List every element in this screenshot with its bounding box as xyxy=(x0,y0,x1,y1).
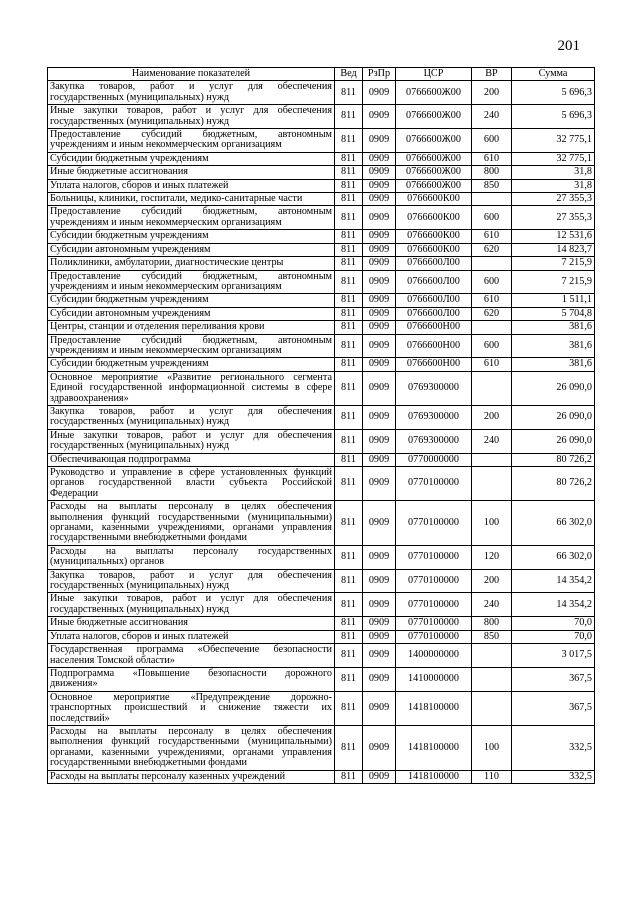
cell-csr: 0769300000 xyxy=(396,405,472,429)
cell-ved: 811 xyxy=(335,617,363,630)
cell-name: Субсидии бюджетным учреждениям xyxy=(48,294,335,307)
cell-csr: 0766600К00 xyxy=(396,206,472,230)
header-ved: Вед xyxy=(335,68,363,81)
cell-ved: 811 xyxy=(335,270,363,294)
table-row xyxy=(48,81,595,105)
cell-sum: 1 511,1 xyxy=(512,294,595,307)
cell-vr: 200 xyxy=(472,81,512,105)
cell-name: Иные бюджетные ассигнования xyxy=(48,617,335,630)
cell-vr: 240 xyxy=(472,105,512,129)
cell-name: Подпрограмма «Повышение безопасности дорожного движения» xyxy=(48,667,335,691)
header-rzpr: РзПр xyxy=(363,68,396,81)
cell-vr: 620 xyxy=(472,307,512,320)
cell-name: Расходы на выплаты персоналу в целях обеспечения выполнения функций государственными (муниципальными) органами, казенными учреждениями, органами управления государственными внебюджетными фондами xyxy=(48,725,335,770)
cell-sum: 381,6 xyxy=(512,334,595,358)
table-row xyxy=(48,467,595,501)
cell-ved: 811 xyxy=(335,545,363,569)
cell-sum: 14 354,2 xyxy=(512,569,595,593)
table-row xyxy=(48,166,595,179)
cell-vr: 610 xyxy=(472,152,512,165)
cell-csr: 0766600Л00 xyxy=(396,294,472,307)
cell-sum: 5 696,3 xyxy=(512,81,595,105)
cell-rzpr: 0909 xyxy=(363,334,396,358)
cell-ved: 811 xyxy=(335,691,363,725)
cell-sum: 80 726,2 xyxy=(512,467,595,501)
table-row xyxy=(48,545,595,569)
cell-ved: 811 xyxy=(335,243,363,256)
cell-vr: 600 xyxy=(472,334,512,358)
table-row xyxy=(48,667,595,691)
cell-sum: 31,8 xyxy=(512,179,595,192)
cell-ved: 811 xyxy=(335,371,363,405)
cell-vr: 850 xyxy=(472,179,512,192)
cell-ved: 811 xyxy=(335,501,363,546)
cell-csr: 0770100000 xyxy=(396,501,472,546)
table-row xyxy=(48,630,595,643)
cell-name: Предоставление субсидий бюджетным, автономным учреждениям и иным некоммерческим организациям xyxy=(48,206,335,230)
cell-vr: 240 xyxy=(472,429,512,453)
cell-name: Иные закупки товаров, работ и услуг для обеспечения государственных (муниципальных) нужд xyxy=(48,593,335,617)
cell-vr: 100 xyxy=(472,501,512,546)
cell-name: Предоставление субсидий бюджетным, автономным учреждениям и иным некоммерческим организациям xyxy=(48,129,335,153)
cell-name: Поликлиники, амбулатории, диагностические центры xyxy=(48,257,335,270)
cell-rzpr: 0909 xyxy=(363,129,396,153)
cell-ved: 811 xyxy=(335,630,363,643)
cell-name: Расходы на выплаты персоналу казенных учреждений xyxy=(48,770,335,783)
cell-name: Обеспечивающая подпрограмма xyxy=(48,453,335,466)
cell-csr: 0766600Ж00 xyxy=(396,129,472,153)
cell-vr: 620 xyxy=(472,243,512,256)
cell-rzpr: 0909 xyxy=(363,257,396,270)
cell-ved: 811 xyxy=(335,105,363,129)
cell-sum: 7 215,9 xyxy=(512,270,595,294)
cell-sum: 32 775,1 xyxy=(512,129,595,153)
cell-ved: 811 xyxy=(335,593,363,617)
cell-name: Предоставление субсидий бюджетным, автономным учреждениям и иным некоммерческим организациям xyxy=(48,334,335,358)
cell-name: Закупка товаров, работ и услуг для обеспечения государственных (муниципальных) нужд xyxy=(48,81,335,105)
cell-rzpr: 0909 xyxy=(363,617,396,630)
cell-name: Уплата налогов, сборов и иных платежей xyxy=(48,179,335,192)
cell-rzpr: 0909 xyxy=(363,569,396,593)
header-csr: ЦСР xyxy=(396,68,472,81)
cell-rzpr: 0909 xyxy=(363,179,396,192)
cell-sum: 80 726,2 xyxy=(512,453,595,466)
table-row xyxy=(48,725,595,770)
cell-ved: 811 xyxy=(335,725,363,770)
cell-sum: 32 775,1 xyxy=(512,152,595,165)
cell-rzpr: 0909 xyxy=(363,691,396,725)
table-row xyxy=(48,152,595,165)
cell-ved: 811 xyxy=(335,152,363,165)
table-row xyxy=(48,294,595,307)
table-row xyxy=(48,334,595,358)
cell-csr: 1418100000 xyxy=(396,691,472,725)
cell-csr: 0770100000 xyxy=(396,630,472,643)
cell-ved: 811 xyxy=(335,129,363,153)
cell-sum: 66 302,0 xyxy=(512,545,595,569)
cell-rzpr: 0909 xyxy=(363,243,396,256)
cell-rzpr: 0909 xyxy=(363,230,396,243)
cell-csr: 0766600Ж00 xyxy=(396,179,472,192)
cell-sum: 14 354,2 xyxy=(512,593,595,617)
cell-rzpr: 0909 xyxy=(363,405,396,429)
table-row xyxy=(48,453,595,466)
table-row xyxy=(48,358,595,371)
cell-vr xyxy=(472,453,512,466)
table-row xyxy=(48,206,595,230)
table-row xyxy=(48,644,595,668)
table-row xyxy=(48,270,595,294)
cell-csr: 0769300000 xyxy=(396,429,472,453)
cell-vr: 610 xyxy=(472,230,512,243)
cell-rzpr: 0909 xyxy=(363,307,396,320)
cell-csr: 0766600Ж00 xyxy=(396,166,472,179)
cell-sum: 14 823,7 xyxy=(512,243,595,256)
table-row xyxy=(48,501,595,546)
cell-name: Субсидии бюджетным учреждениям xyxy=(48,152,335,165)
cell-ved: 811 xyxy=(335,569,363,593)
cell-vr xyxy=(472,193,512,206)
cell-sum: 26 090,0 xyxy=(512,429,595,453)
cell-name: Больницы, клиники, госпитали, медико-санитарные части xyxy=(48,193,335,206)
cell-name: Иные бюджетные ассигнования xyxy=(48,166,335,179)
cell-name: Основное мероприятие «Предупреждение дорожно-транспортных происшествий и снижение тяжести их последствий» xyxy=(48,691,335,725)
cell-csr: 0770100000 xyxy=(396,617,472,630)
header-vr: ВР xyxy=(472,68,512,81)
cell-rzpr: 0909 xyxy=(363,193,396,206)
cell-rzpr: 0909 xyxy=(363,545,396,569)
cell-rzpr: 0909 xyxy=(363,206,396,230)
table-row xyxy=(48,105,595,129)
cell-csr: 0766600Ж00 xyxy=(396,105,472,129)
cell-vr: 800 xyxy=(472,166,512,179)
cell-csr: 0770100000 xyxy=(396,467,472,501)
cell-vr: 240 xyxy=(472,593,512,617)
cell-name: Субсидии бюджетным учреждениям xyxy=(48,230,335,243)
cell-vr: 610 xyxy=(472,294,512,307)
cell-sum: 27 355,3 xyxy=(512,206,595,230)
page-number: 201 xyxy=(557,38,580,54)
cell-vr xyxy=(472,371,512,405)
cell-rzpr: 0909 xyxy=(363,358,396,371)
cell-ved: 811 xyxy=(335,770,363,783)
cell-sum: 7 215,9 xyxy=(512,257,595,270)
header-name: Наименование показателей xyxy=(48,68,335,81)
cell-ved: 811 xyxy=(335,179,363,192)
cell-rzpr: 0909 xyxy=(363,105,396,129)
cell-csr: 0770100000 xyxy=(396,569,472,593)
cell-csr: 0766600Л00 xyxy=(396,307,472,320)
table-row xyxy=(48,257,595,270)
cell-ved: 811 xyxy=(335,257,363,270)
cell-sum: 31,8 xyxy=(512,166,595,179)
cell-name: Иные закупки товаров, работ и услуг для обеспечения государственных (муниципальных) нужд xyxy=(48,105,335,129)
cell-ved: 811 xyxy=(335,467,363,501)
cell-csr: 1400000000 xyxy=(396,644,472,668)
table-row xyxy=(48,593,595,617)
cell-ved: 811 xyxy=(335,358,363,371)
cell-sum: 26 090,0 xyxy=(512,371,595,405)
cell-vr: 800 xyxy=(472,617,512,630)
cell-vr xyxy=(472,467,512,501)
cell-sum: 332,5 xyxy=(512,770,595,783)
cell-vr xyxy=(472,667,512,691)
cell-vr: 200 xyxy=(472,569,512,593)
cell-csr: 0766600Н00 xyxy=(396,334,472,358)
table-row xyxy=(48,179,595,192)
cell-rzpr: 0909 xyxy=(363,81,396,105)
cell-csr: 1410000000 xyxy=(396,667,472,691)
cell-ved: 811 xyxy=(335,667,363,691)
cell-vr xyxy=(472,257,512,270)
cell-csr: 0766600К00 xyxy=(396,230,472,243)
cell-csr: 0766600К00 xyxy=(396,243,472,256)
table-row xyxy=(48,321,595,334)
cell-vr: 600 xyxy=(472,270,512,294)
cell-rzpr: 0909 xyxy=(363,453,396,466)
cell-name: Уплата налогов, сборов и иных платежей xyxy=(48,630,335,643)
cell-sum: 26 090,0 xyxy=(512,405,595,429)
cell-rzpr: 0909 xyxy=(363,770,396,783)
cell-vr: 120 xyxy=(472,545,512,569)
cell-sum: 66 302,0 xyxy=(512,501,595,546)
cell-sum: 70,0 xyxy=(512,617,595,630)
cell-sum: 5 704,8 xyxy=(512,307,595,320)
table-header xyxy=(48,68,595,81)
cell-sum: 3 017,5 xyxy=(512,644,595,668)
cell-csr: 0770000000 xyxy=(396,453,472,466)
cell-rzpr: 0909 xyxy=(363,467,396,501)
cell-rzpr: 0909 xyxy=(363,501,396,546)
table-row xyxy=(48,371,595,405)
header-row xyxy=(48,68,595,81)
cell-rzpr: 0909 xyxy=(363,725,396,770)
cell-ved: 811 xyxy=(335,453,363,466)
table-row xyxy=(48,405,595,429)
table-row xyxy=(48,569,595,593)
cell-csr: 0766600Л00 xyxy=(396,270,472,294)
cell-sum: 27 355,3 xyxy=(512,193,595,206)
cell-rzpr: 0909 xyxy=(363,630,396,643)
cell-rzpr: 0909 xyxy=(363,593,396,617)
header-sum: Сумма xyxy=(512,68,595,81)
budget-table xyxy=(47,67,595,784)
cell-sum: 381,6 xyxy=(512,321,595,334)
cell-sum: 332,5 xyxy=(512,725,595,770)
cell-ved: 811 xyxy=(335,294,363,307)
cell-csr: 1418100000 xyxy=(396,725,472,770)
cell-ved: 811 xyxy=(335,405,363,429)
cell-vr: 600 xyxy=(472,206,512,230)
cell-csr: 0766600Н00 xyxy=(396,321,472,334)
cell-vr xyxy=(472,644,512,668)
cell-name: Руководство и управление в сфере установленных функций органов государственной власти субъекта Российской Федерации xyxy=(48,467,335,501)
table-row xyxy=(48,429,595,453)
cell-sum: 367,5 xyxy=(512,667,595,691)
cell-ved: 811 xyxy=(335,193,363,206)
cell-ved: 811 xyxy=(335,81,363,105)
cell-csr: 0766600Ж00 xyxy=(396,152,472,165)
cell-csr: 0766600Л00 xyxy=(396,257,472,270)
cell-vr: 850 xyxy=(472,630,512,643)
cell-rzpr: 0909 xyxy=(363,667,396,691)
cell-ved: 811 xyxy=(335,166,363,179)
cell-rzpr: 0909 xyxy=(363,294,396,307)
cell-vr: 100 xyxy=(472,725,512,770)
table-row xyxy=(48,691,595,725)
cell-rzpr: 0909 xyxy=(363,321,396,334)
cell-csr: 0766600Ж00 xyxy=(396,81,472,105)
cell-name: Закупка товаров, работ и услуг для обеспечения государственных (муниципальных) нужд xyxy=(48,569,335,593)
table-row xyxy=(48,770,595,783)
cell-name: Предоставление субсидий бюджетным, автономным учреждениям и иным некоммерческим организациям xyxy=(48,270,335,294)
cell-name: Расходы на выплаты персоналу в целях обеспечения выполнения функций государственными (муниципальными) органами, казенными учреждениями, органами управления государственными внебюджетными фондами xyxy=(48,501,335,546)
cell-vr: 200 xyxy=(472,405,512,429)
cell-name: Субсидии автономным учреждениям xyxy=(48,307,335,320)
table-row xyxy=(48,193,595,206)
table-row xyxy=(48,307,595,320)
cell-ved: 811 xyxy=(335,334,363,358)
cell-name: Субсидии бюджетным учреждениям xyxy=(48,358,335,371)
cell-name: Государственная программа «Обеспечение безопасности населения Томской области» xyxy=(48,644,335,668)
cell-name: Расходы на выплаты персоналу государственных (муниципальных) органов xyxy=(48,545,335,569)
cell-sum: 12 531,6 xyxy=(512,230,595,243)
table-row xyxy=(48,617,595,630)
cell-ved: 811 xyxy=(335,429,363,453)
cell-rzpr: 0909 xyxy=(363,270,396,294)
cell-rzpr: 0909 xyxy=(363,152,396,165)
cell-name: Центры, станции и отделения переливания крови xyxy=(48,321,335,334)
cell-csr: 0769300000 xyxy=(396,371,472,405)
cell-vr xyxy=(472,321,512,334)
cell-sum: 5 696,3 xyxy=(512,105,595,129)
cell-csr: 0766600К00 xyxy=(396,193,472,206)
cell-csr: 0766600Н00 xyxy=(396,358,472,371)
cell-sum: 367,5 xyxy=(512,691,595,725)
cell-csr: 0770100000 xyxy=(396,545,472,569)
cell-vr: 110 xyxy=(472,770,512,783)
cell-csr: 1418100000 xyxy=(396,770,472,783)
cell-name: Основное мероприятие «Развитие регионального сегмента Единой государственной информационной системы в сфере здравоохранения» xyxy=(48,371,335,405)
cell-csr: 0770100000 xyxy=(396,593,472,617)
table-row xyxy=(48,129,595,153)
cell-ved: 811 xyxy=(335,206,363,230)
cell-vr xyxy=(472,691,512,725)
cell-name: Иные закупки товаров, работ и услуг для обеспечения государственных (муниципальных) нужд xyxy=(48,429,335,453)
cell-rzpr: 0909 xyxy=(363,644,396,668)
cell-sum: 381,6 xyxy=(512,358,595,371)
table-row xyxy=(48,243,595,256)
cell-rzpr: 0909 xyxy=(363,166,396,179)
cell-ved: 811 xyxy=(335,321,363,334)
cell-ved: 811 xyxy=(335,644,363,668)
cell-name: Закупка товаров, работ и услуг для обеспечения государственных (муниципальных) нужд xyxy=(48,405,335,429)
table-body xyxy=(48,81,595,784)
cell-ved: 811 xyxy=(335,230,363,243)
cell-sum: 70,0 xyxy=(512,630,595,643)
cell-ved: 811 xyxy=(335,307,363,320)
cell-vr: 600 xyxy=(472,129,512,153)
table-row xyxy=(48,230,595,243)
cell-rzpr: 0909 xyxy=(363,371,396,405)
cell-rzpr: 0909 xyxy=(363,429,396,453)
cell-name: Субсидии автономным учреждениям xyxy=(48,243,335,256)
cell-vr: 610 xyxy=(472,358,512,371)
